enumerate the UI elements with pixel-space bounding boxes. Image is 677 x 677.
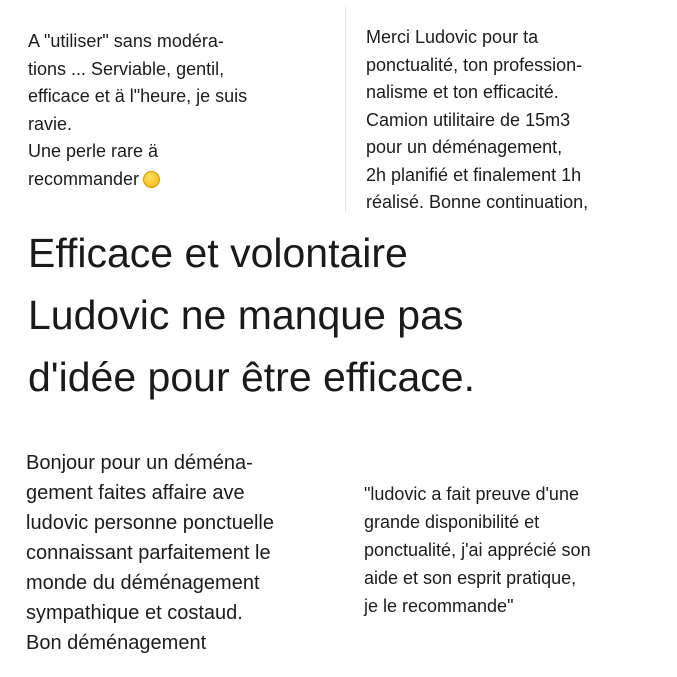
review-line: Une perle rare ä	[28, 141, 159, 161]
smiling-face-emoji-icon	[143, 171, 160, 188]
review-line: sympathique et costaud.	[26, 602, 243, 624]
review-line: Bonjour pour un déména-	[26, 452, 253, 474]
review-line: "ludovic a fait preuve d'une	[364, 484, 579, 504]
review-line: aide et son esprit pratique,	[364, 568, 577, 588]
headline-line: d'idée pour être efficace.	[28, 354, 475, 400]
review-line: ravie.	[28, 113, 73, 134]
review-line: efficace et ä l"heure, je suis	[28, 86, 248, 106]
review-line: pour un déménagement,	[366, 137, 563, 157]
review-line: ponctualité, j'ai apprécié son	[364, 540, 591, 560]
review-line: gement faites affaire ave	[26, 482, 245, 504]
review-card-top-right	[348, 4, 666, 214]
review-text	[26, 448, 274, 658]
review-line-with-emoji	[28, 166, 247, 194]
review-text	[28, 28, 247, 193]
review-line: je le recommande"	[364, 596, 514, 616]
review-text	[364, 480, 591, 620]
review-line: recommander	[28, 168, 140, 189]
review-line: connaissant parfaitement le	[26, 542, 271, 564]
review-card-bottom-left	[6, 448, 346, 670]
headline-line: Efficace et volontaire	[28, 230, 408, 276]
review-card-top-left	[6, 4, 342, 204]
review-line: Merci Ludovic pour ta	[366, 27, 539, 47]
review-line: grande disponibilité et	[364, 512, 540, 532]
review-line: tions ... Serviable, gentil,	[28, 58, 225, 79]
headline	[28, 222, 475, 408]
review-line: monde du déménagement	[26, 572, 260, 594]
review-line: nalisme et ton efficacité.	[366, 82, 559, 102]
vertical-divider	[345, 6, 346, 212]
review-line: Camion utilitaire de 15m3	[366, 109, 571, 130]
review-line: A "utiliser" sans modéra-	[28, 31, 224, 51]
review-line: réalisé. Bonne continuation,	[366, 192, 589, 212]
review-line: ludovic personne ponctuelle	[26, 512, 274, 534]
review-text	[366, 24, 588, 217]
review-line: 2h planifié et finalement 1h	[366, 164, 582, 185]
review-line: ponctualité, ton profession-	[366, 54, 583, 75]
review-line: Bon déménagement	[26, 632, 207, 654]
review-card-bottom-right	[346, 470, 666, 640]
headline-line: Ludovic ne manque pas	[28, 292, 464, 338]
